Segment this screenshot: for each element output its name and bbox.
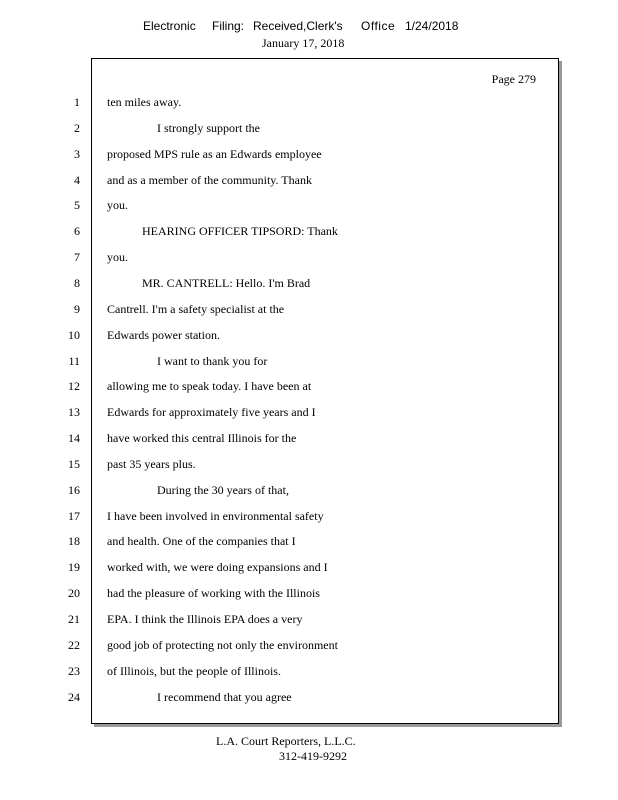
filing-stamp-filing: Filing: (212, 19, 245, 33)
line-number: 4 (74, 173, 80, 187)
line-number: 13 (68, 405, 80, 419)
line-number: 2 (74, 121, 80, 135)
line-number: 14 (68, 431, 80, 445)
filing-stamp-electronic: Electronic (143, 19, 196, 33)
line-number: 23 (68, 664, 80, 678)
line-text: MR. CANTRELL: Hello. I'm Brad (142, 276, 311, 290)
line-number: 6 (74, 224, 80, 238)
line-text: have worked this central Illinois for the (107, 431, 297, 445)
line-text: good job of protecting not only the environment (107, 638, 338, 652)
line-number: 7 (74, 250, 80, 264)
line-text: allowing me to speak today. I have been at (107, 379, 312, 393)
line-number: 10 (68, 328, 80, 342)
filing-stamp-office: Office (361, 19, 396, 33)
line-text: and health. One of the companies that I (107, 534, 296, 548)
line-text: I strongly support the (157, 121, 260, 135)
line-text: I recommend that you agree (157, 690, 292, 704)
line-text: EPA. I think the Illinois EPA does a very (107, 612, 303, 626)
line-number: 21 (68, 612, 80, 626)
line-number: 8 (74, 276, 80, 290)
line-text: Cantrell. I'm a safety specialist at the (107, 302, 285, 316)
line-text: I have been involved in environmental safety (107, 509, 324, 523)
line-text: of Illinois, but the people of Illinois. (107, 664, 281, 678)
footer-company: L.A. Court Reporters, L.L.C. (216, 734, 356, 748)
line-number: 9 (74, 302, 80, 316)
line-text: you. (107, 198, 128, 212)
line-number: 5 (74, 198, 80, 212)
line-text: you. (107, 250, 128, 264)
line-text: worked with, we were doing expansions and I (107, 560, 328, 574)
line-text: and as a member of the community. Thank (107, 173, 312, 187)
line-number: 15 (68, 457, 80, 471)
line-text: During the 30 years of that, (157, 483, 289, 497)
line-number: 18 (68, 534, 80, 548)
line-text: Edwards for approximately five years and I (107, 405, 316, 419)
page-number: Page 279 (491, 72, 536, 86)
line-text: ten miles away. (107, 95, 182, 109)
line-text: past 35 years plus. (107, 457, 196, 471)
line-number: 12 (68, 379, 80, 393)
line-number: 20 (68, 586, 80, 600)
filing-stamp-received: Received,Clerk's (253, 19, 343, 33)
line-number: 22 (68, 638, 80, 652)
line-number: 1 (74, 95, 80, 109)
line-text: I want to thank you for (157, 354, 268, 368)
line-number: 3 (74, 147, 80, 161)
footer-phone: 312-419-9292 (279, 749, 347, 763)
line-text: had the pleasure of working with the Illinois (107, 586, 320, 600)
line-number: 11 (68, 354, 80, 368)
line-text: HEARING OFFICER TIPSORD: Thank (142, 224, 338, 238)
line-number: 17 (68, 509, 80, 523)
line-number: 19 (68, 560, 80, 574)
line-text: proposed MPS rule as an Edwards employee (107, 147, 322, 161)
line-number: 16 (68, 483, 80, 497)
transcript-date: January 17, 2018 (262, 36, 345, 50)
filing-stamp-date: 1/24/2018 (405, 19, 459, 33)
line-text: Edwards power station. (107, 328, 220, 342)
line-number: 24 (68, 690, 80, 704)
